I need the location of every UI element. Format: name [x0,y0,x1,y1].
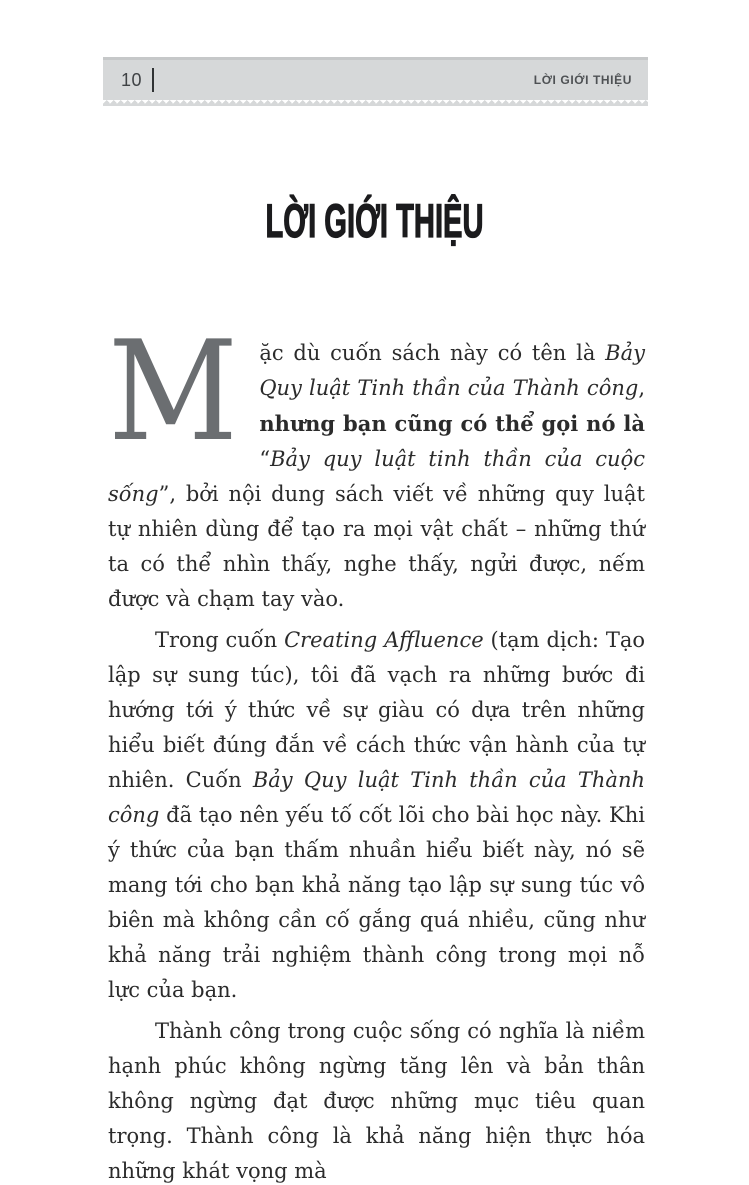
text-segment: Bảy quy luật tinh thần của cuộc sống [108,447,645,506]
dropcap-letter: M [108,311,239,472]
paragraph [108,623,645,1008]
text-segment: ặc dù cuốn sách này có tên là [259,341,606,365]
page-number-group [121,68,154,92]
running-header-bar [103,57,648,100]
text-segment: Creating Affluence [284,628,484,652]
text-segment: ”, bởi nội dung sách viết về những quy luật tự nhiên dùng để tạo ra mọi vật chất – những thứ ta có thể nhìn thấy, nghe thấy, ngửi được, nếm được và chạm tay vào. [108,482,645,611]
page-number: 10 [121,69,143,90]
running-header-title: LỜI GIỚI THIỆU [533,73,632,87]
text-segment: Trong cuốn [155,628,285,652]
text-segment: Bảy Quy luật Tinh thần của Thành công [108,768,645,827]
chapter-title: LỜI GIỚI THIỆU [265,194,484,247]
text-segment: Bảy Quy luật Tinh thần của Thành công [259,341,645,400]
body-text [108,311,646,1185]
header-divider [152,68,154,92]
text-segment: “ [259,447,271,471]
text-segment: (tạm dịch: Tạo lập sự sung túc), tôi đã vạch ra những bước đi hướng tới ý thức về sự giàu có dựa trên những hiểu biết đúng đắn về cách thức vận hành của tự nhiên. Cuốn [108,628,646,792]
paragraph [108,311,645,617]
text-segment: , [638,376,645,400]
text-segment: đã tạo nên yếu tố cốt lõi cho bài học này. Khi ý thức của bạn thấm nhuần hiểu biết này, nó sẽ mang tới cho bạn khả năng tạo lập sự sung túc vô biên mà không cần cố gắng quá nhiều, cũng như khả năng trải nghiệm thành công trong mọi nỗ lực của bạn. [108,803,645,1002]
paragraph [108,1014,645,1185]
perforated-edge [103,100,648,106]
text-segment: nhưng bạn cũng có thể gọi nó là [259,411,645,436]
text-segment: Thành công trong cuộc sống có nghĩa là niềm hạnh phúc không ngừng tăng lên và bản thân không ngừng đạt được những mục tiêu quan trọng. Thành công là khả năng hiện thực hóa những khát vọng mà [108,1019,645,1183]
